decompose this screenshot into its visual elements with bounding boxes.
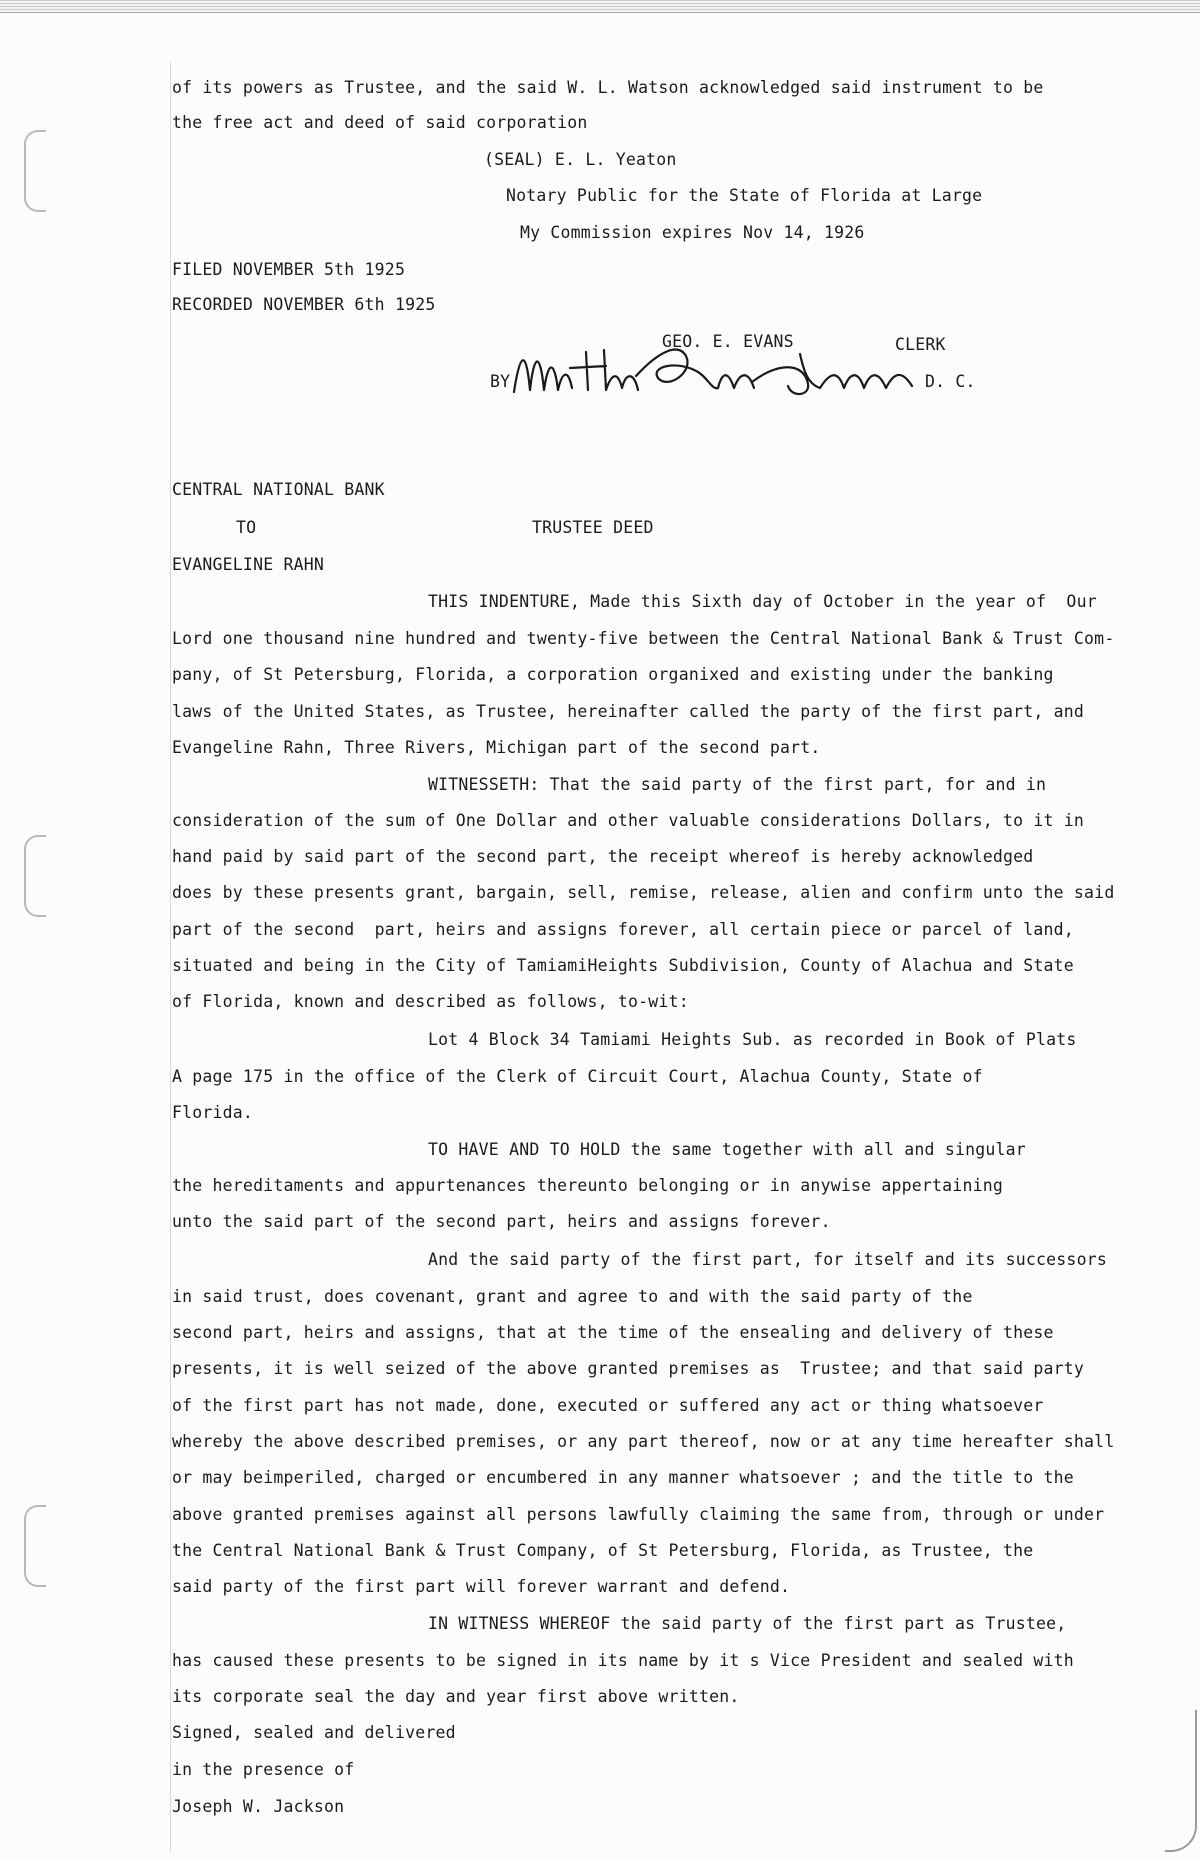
body-line: in said trust, does covenant, grant and agree to and with the said party of the (172, 1287, 973, 1306)
continuation-line-1: of its powers as Trustee, and the said W. L. Watson acknowledged said instrument to be (172, 78, 1044, 97)
body-line: said party of the first part will forever warrant and defend. (172, 1577, 791, 1596)
clerk-name: GEO. E. EVANS (662, 332, 794, 351)
body-line: IN WITNESS WHEREOF the said party of the first part as Trustee, (428, 1614, 1067, 1633)
body-line: of the first part has not made, done, executed or suffered any act or thing whatsoever (172, 1396, 1044, 1415)
by-label: BY (490, 372, 511, 391)
deed-title: TRUSTEE DEED (532, 518, 654, 537)
witness-heading-line: Signed, sealed and delivered (172, 1723, 456, 1742)
filed-date: FILED NOVEMBER 5th 1925 (172, 260, 406, 279)
body-line: second part, heirs and assigns, that at the time of the ensealing and delivery of these (172, 1323, 1054, 1342)
deputy-clerk-label: D. C. (925, 372, 976, 391)
binder-hole-top (24, 130, 46, 212)
body-line: Lot 4 Block 34 Tamiami Heights Sub. as recorded in Book of Plats (428, 1030, 1077, 1049)
body-line: consideration of the sum of One Dollar and other valuable considerations Dollars, to it in (172, 811, 1085, 830)
body-line: situated and being in the City of TamiamiHeights Subdivision, County of Alachua and State (172, 956, 1074, 975)
body-line: unto the said part of the second part, heirs and assigns forever. (172, 1212, 831, 1231)
body-line: does by these presents grant, bargain, sell, remise, release, alien and confirm unto the said (172, 883, 1115, 902)
body-line: And the said party of the first part, for itself and its successors (428, 1250, 1107, 1269)
body-line: TO HAVE AND TO HOLD the same together with all and singular (428, 1140, 1026, 1159)
page-corner-curl (1165, 1710, 1197, 1852)
body-line: laws of the United States, as Trustee, hereinafter called the party of the first part, and (172, 702, 1085, 721)
binder-hole-bottom (24, 1505, 46, 1587)
to-label: TO (236, 518, 257, 537)
continuation-line-2: the free act and deed of said corporation (172, 113, 588, 132)
body-line: its corporate seal the day and year first above written. (172, 1687, 740, 1706)
body-line: the hereditaments and appurtenances thereunto belonging or in anywise appertaining (172, 1176, 1003, 1195)
body-line: pany, of St Petersburg, Florida, a corporation organixed and existing under the banking (172, 665, 1054, 684)
left-margin-line (170, 62, 171, 1852)
body-line: presents, it is well seized of the above granted premises as Trustee; and that said party (172, 1359, 1085, 1378)
body-line: Lord one thousand nine hundred and twenty-five between the Central National Bank & Trust Com- (172, 629, 1115, 648)
body-line: or may beimperiled, charged or encumbered in any manner whatsoever ; and the title to the (172, 1468, 1074, 1487)
clerk-label: CLERK (895, 335, 946, 354)
body-line: A page 175 in the office of the Clerk of Circuit Court, Alachua County, State of (172, 1067, 983, 1086)
body-line: of Florida, known and described as follows, to-wit: (172, 992, 689, 1011)
handwritten-signature (508, 332, 928, 408)
body-line: WITNESSETH: That the said party of the first part, for and in (428, 775, 1047, 794)
binder-hole-middle (24, 835, 46, 917)
body-line: the Central National Bank & Trust Company, of St Petersburg, Florida, as Trustee, the (172, 1541, 1034, 1560)
witness-name: Joseph W. Jackson (172, 1797, 345, 1816)
body-line: hand paid by said part of the second part, the receipt whereof is hereby acknowledged (172, 847, 1034, 866)
body-line: part of the second part, heirs and assigns forever, all certain piece or parcel of land, (172, 920, 1074, 939)
recorded-date: RECORDED NOVEMBER 6th 1925 (172, 295, 436, 314)
top-edge-rule (0, 0, 1200, 13)
body-line: above granted premises against all persons lawfully claiming the same from, through or under (172, 1505, 1105, 1524)
witness-heading-line: in the presence of (172, 1760, 355, 1779)
body-line: has caused these presents to be signed in its name by it s Vice President and sealed with (172, 1651, 1074, 1670)
notary-name: (SEAL) E. L. Yeaton (484, 150, 677, 169)
body-line: THIS INDENTURE, Made this Sixth day of October in the year of Our (428, 592, 1097, 611)
grantor-name: CENTRAL NATIONAL BANK (172, 480, 385, 499)
notary-commission: My Commission expires Nov 14, 1926 (520, 223, 865, 242)
body-line: Evangeline Rahn, Three Rivers, Michigan part of the second part. (172, 738, 821, 757)
body-line: whereby the above described premises, or any part thereof, now or at any time hereafter shall (172, 1432, 1115, 1451)
notary-title: Notary Public for the State of Florida at Large (506, 186, 983, 205)
body-line: Florida. (172, 1103, 254, 1122)
grantee-name: EVANGELINE RAHN (172, 555, 325, 574)
